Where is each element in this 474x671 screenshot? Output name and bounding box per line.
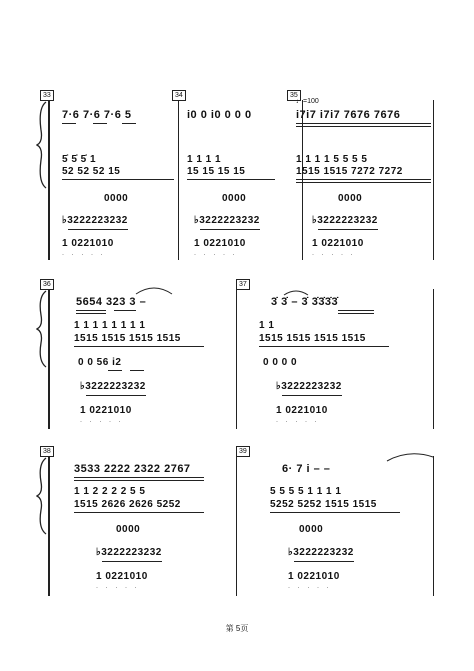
system-barline (48, 100, 50, 260)
slur-icon (385, 451, 435, 463)
chord-bottom: 5252 5252 1515 1515 (270, 499, 377, 510)
measure-number: 35 (287, 90, 301, 101)
melody-line: 6· 7 i – – (282, 463, 331, 475)
rhythm-line: 0000 (104, 193, 129, 204)
drum-line-a: ♭3222223232 (80, 381, 146, 392)
slur-icon (134, 284, 174, 296)
rhythm-line: 0000 (222, 193, 247, 204)
measure-number: 33 (40, 90, 54, 101)
rhythm-line: 0000 (338, 193, 363, 204)
barline (433, 456, 434, 596)
chord-bottom: 15 15 15 15 (187, 166, 246, 177)
chord-top: 1 1 2 2 2 2 5 5 (74, 486, 146, 497)
rhythm-line: 0000 (299, 524, 324, 535)
melody-line: 3533 2222 2322 2767 (74, 463, 191, 475)
barline (433, 100, 434, 260)
chord-top: 1 1 1 1 1 1 1 1 (74, 320, 146, 331)
drum-line-a: ♭3222223232 (276, 381, 342, 392)
measure-number: 34 (172, 90, 186, 101)
tempo-marking: ♩=100 (296, 98, 319, 105)
rhythm-line: 0 0 0 0 (263, 357, 298, 368)
barline (236, 289, 237, 429)
brace-icon (36, 100, 48, 190)
chord-top: 1 1 (259, 320, 275, 331)
drum-line-b: 1 0221010 (288, 571, 340, 582)
drum-line-a: ♭3222223232 (288, 547, 354, 558)
chord-bottom: 1515 2626 2626 5252 (74, 499, 181, 510)
barline (236, 456, 237, 596)
melody-line: 5654 323 3 – (76, 296, 147, 308)
chord-top: 1 1 1 1 (187, 154, 222, 165)
drum-line-a: ♭3222223232 (62, 215, 128, 226)
barline (178, 100, 179, 260)
rhythm-line: 0 0 56 i2 (78, 357, 122, 368)
tie-icon (282, 287, 310, 297)
chord-top: 5̇ 5̇ 5̇ 1 (62, 154, 97, 165)
melody-line: 3̇ 3̇ – 3̇ 3̇3̇3̇3̇ (271, 296, 339, 308)
melody-line: 7·6 7·6 7·6 5 (62, 109, 132, 121)
barline (302, 100, 303, 260)
drum-line-a: ♭3222223232 (96, 547, 162, 558)
brace-icon (36, 456, 48, 536)
measure-number: 37 (236, 279, 250, 290)
chord-bottom: 1515 1515 1515 1515 (259, 333, 366, 344)
system-barline (48, 456, 50, 596)
measure-number: 39 (236, 446, 250, 457)
drum-line-b: 1 0221010 (80, 405, 132, 416)
barline (433, 289, 434, 429)
chord-bottom: 52 52 52 15 (62, 166, 121, 177)
chord-bottom: 1515 1515 7272 7272 (296, 166, 403, 177)
page-number: 第 5页 (225, 624, 249, 633)
drum-line-a: ♭3222223232 (312, 215, 378, 226)
measure-number: 36 (40, 279, 54, 290)
melody-line: i7i7 i7i7 7676 7676 (296, 109, 401, 121)
drum-line-b: 1 0221010 (312, 238, 364, 249)
system-barline (48, 289, 50, 429)
drum-line-b: 1 0221010 (62, 238, 114, 249)
measure-number: 38 (40, 446, 54, 457)
brace-icon (36, 289, 48, 369)
drum-line-b: 1 0221010 (194, 238, 246, 249)
chord-bottom: 1515 1515 1515 1515 (74, 333, 181, 344)
rhythm-line: 0000 (116, 524, 141, 535)
melody-line: i0 0 i0 0 0 0 (187, 109, 252, 121)
drum-line-a: ♭3222223232 (194, 215, 260, 226)
chord-top: 1 1 1 1 5 5 5 5 (296, 154, 368, 165)
drum-line-b: 1 0221010 (276, 405, 328, 416)
drum-line-b: 1 0221010 (96, 571, 148, 582)
chord-top: 5 5 5 5 1 1 1 1 (270, 486, 342, 497)
